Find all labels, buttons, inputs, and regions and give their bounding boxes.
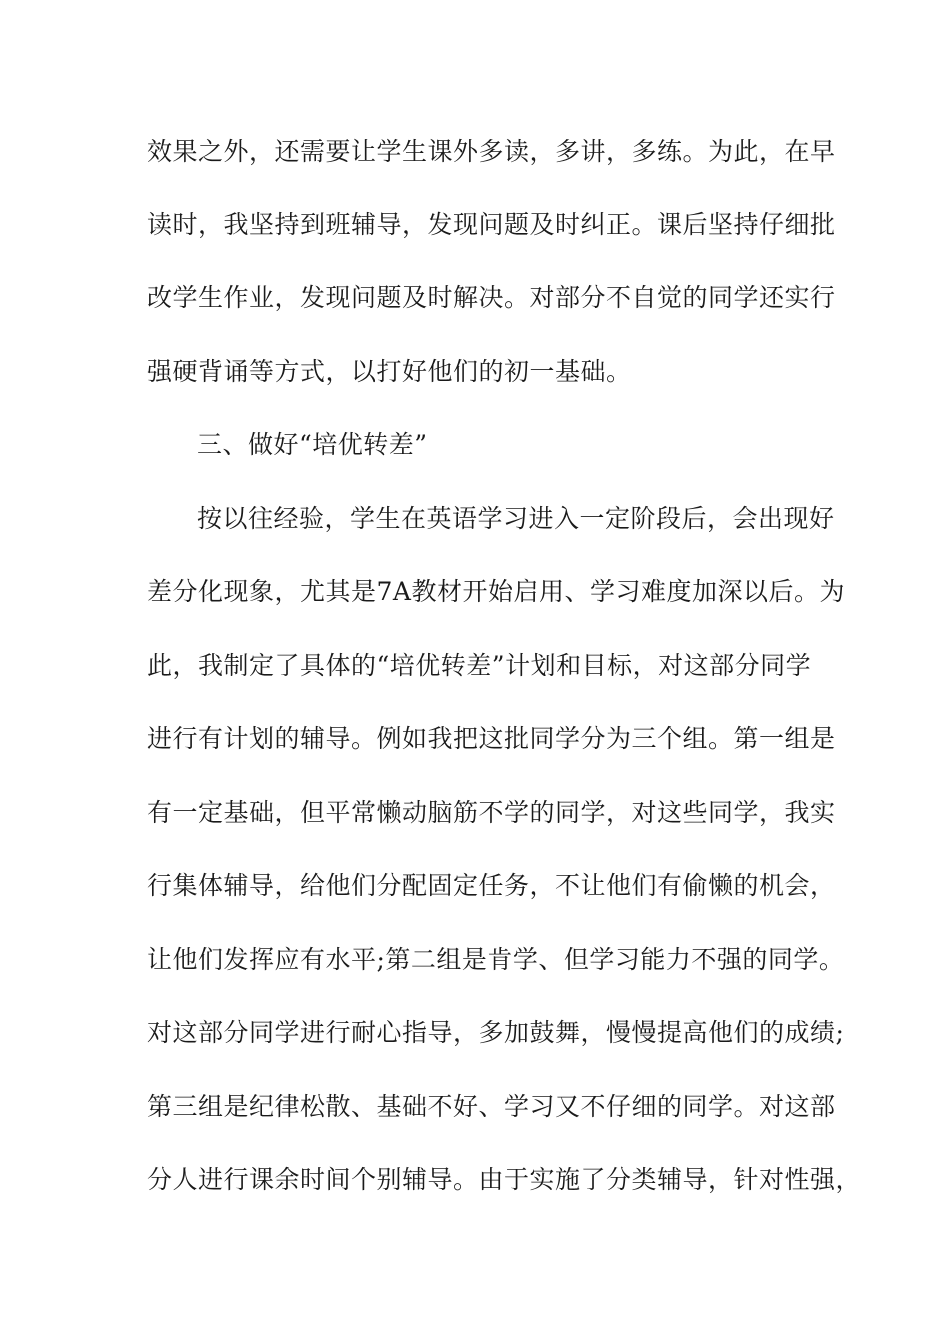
text-line-1: 效果之外，还需要让学生课外多读，多讲，多练。为此，在早	[147, 137, 836, 166]
text-line-15: 分人进行课余时间个别辅导。由于实施了分类辅导，针对性强，	[147, 1165, 862, 1194]
text-line-11: 行集体辅导，给他们分配固定任务，不让他们有偷懒的机会，	[147, 871, 836, 900]
text-line-3: 改学生作业，发现问题及时解决。对部分不自觉的同学还实行	[147, 283, 836, 312]
text-line-9: 进行有计划的辅导。例如我把这批同学分为三个组。第一组是	[147, 724, 836, 753]
section-heading: 三、做好“培优转差”	[197, 430, 428, 459]
text-line-7: 差分化现象，尤其是7A教材开始启用、学习难度加深以后。为	[147, 577, 845, 606]
text-line-6: 按以往经验，学生在英语学习进入一定阶段后，会出现好	[197, 504, 835, 533]
text-line-2: 读时，我坚持到班辅导，发现问题及时纠正。课后坚持仔细批	[147, 210, 836, 239]
text-line-12: 让他们发挥应有水平;第二组是肯学、但学习能力不强的同学。	[147, 945, 845, 974]
text-line-13: 对这部分同学进行耐心指导，多加鼓舞，慢慢提高他们的成绩;	[147, 1018, 845, 1047]
text-line-8: 此，我制定了具体的“培优转差”计划和目标，对这部分同学	[147, 651, 812, 680]
text-line-4: 强硬背诵等方式，以打好他们的初一基础。	[147, 357, 632, 386]
text-line-14: 第三组是纪律松散、基础不好、学习又不仔细的同学。对这部	[147, 1092, 836, 1121]
text-line-10: 有一定基础，但平常懒动脑筋不学的同学，对这些同学，我实	[147, 798, 836, 827]
